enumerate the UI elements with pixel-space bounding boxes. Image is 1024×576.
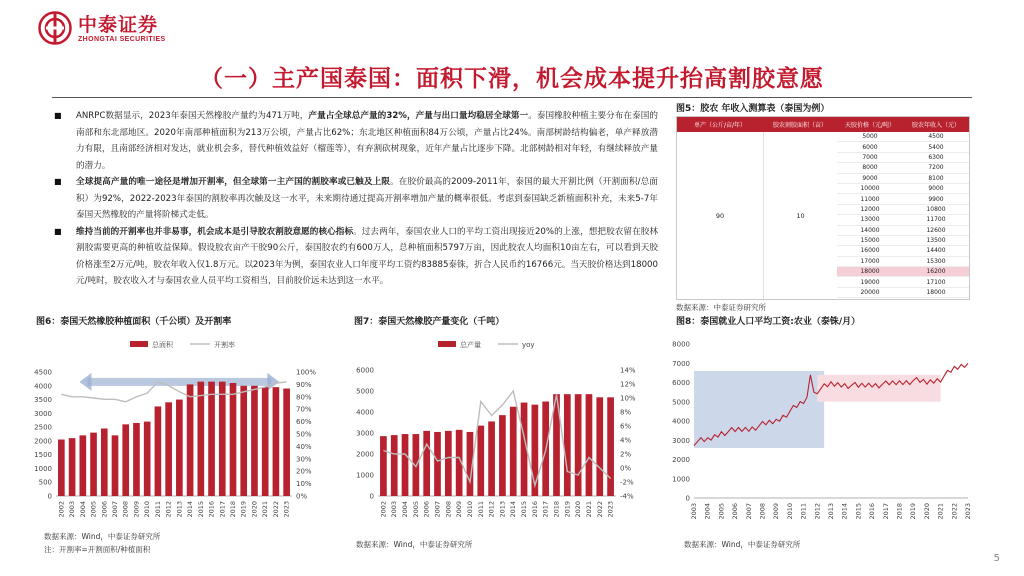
fig6-chart [30,336,330,524]
chart-bar [219,382,226,496]
chart-bar [197,382,204,496]
x-tick-label: 2023 [282,501,291,518]
x-tick-label: 2021 [261,501,270,518]
chart-bar [133,423,140,496]
bullet-item [52,108,658,174]
table-row [837,142,969,152]
table-cell-income: 9000 [928,185,944,193]
chart-bar [510,407,517,496]
y-tick-label: 500 [38,478,52,487]
chart-bar [176,400,183,496]
chart-bar [251,386,258,496]
table-row [837,132,969,142]
x-tick-label: 2003 [68,501,77,518]
table-source: 数据来源：中泰证券研究所 [676,303,766,312]
y2-tick-label: 50% [296,430,312,439]
x-tick-label: 2010 [785,503,794,520]
zhongtai-logo-icon [38,11,72,45]
chart-bar [423,431,430,496]
table-cell-price: 20000 [860,289,880,297]
table-row [837,153,969,163]
x-tick-label: 2011 [799,503,808,520]
x-tick-label: 2010 [465,501,474,518]
chart-bar [434,432,441,496]
chart-bar [564,394,571,496]
fig6-source: 数据来源：Wind，中泰证券研究所 [44,532,161,541]
x-tick-label: 2020 [250,501,259,518]
y2-tick-label: 80% [296,393,312,402]
fig6-note: 注：开割率=开割面积/种植面积 [44,545,151,554]
table-cell-income: 9900 [928,195,944,203]
x-tick-label: 2015 [196,501,205,518]
y2-tick-label: 12% [620,380,636,389]
bullet-item [52,174,658,224]
y-tick-label: 1000 [672,475,690,484]
y-tick-label: 1000 [356,471,374,480]
y-tick-label: 1500 [34,451,52,460]
table-row [837,236,969,246]
chart-bar [413,434,420,496]
x-tick-label: 2004 [401,501,410,518]
x-tick-label: 2007 [744,503,753,520]
legend-label: 总产量 [460,341,481,349]
table-cell-yield: 90 [715,211,725,220]
annotation-arrow-left-icon [79,373,91,391]
y-tick-label: 3000 [34,409,52,418]
y2-tick-label: 6% [620,422,632,431]
y-tick-label: 2500 [34,423,52,432]
y-tick-label: 2000 [34,437,52,446]
bullet-emphasis: 维持当前的开割率也并非易事，机会成本是引导胶农割胶意愿的核心指标 [76,226,354,237]
table-header-price: 天胶价格（元/吨） [844,122,896,129]
x-tick-label: 2002 [57,501,66,518]
bullet-square-icon: ■ [54,226,62,236]
x-tick-label: 2010 [143,501,152,518]
table-title: 图5：胶农 年收入测算表（泰国为例） [676,104,830,114]
y-tick-label: 4500 [34,368,52,377]
x-tick-label: 2014 [186,501,195,518]
chart-bar [499,415,506,496]
x-tick-label: 2007 [111,501,119,518]
chart-bar [144,422,151,496]
x-tick-label: 2019 [909,503,918,520]
x-tick-label: 2008 [121,501,130,518]
table-cell-income: 13500 [926,237,946,245]
x-tick-label: 2008 [444,501,453,518]
chart-bar [380,436,387,496]
y2-tick-label: 60% [296,418,312,427]
chart-bar [262,387,269,496]
y-tick-label: 5000 [672,398,690,407]
table-cell-income: 14400 [926,247,946,255]
fig7-title: 图7：泰国天然橡胶产量变化（千吨） [354,317,505,327]
table-cell-price: 15000 [860,237,880,245]
table-row [837,174,969,184]
x-tick-label: 2012 [813,503,822,520]
table-cell-price: 13000 [860,216,880,224]
table-row [837,215,969,225]
y-tick-label: 0 [685,494,690,503]
table-cell-price: 9000 [862,174,878,182]
table-row [837,246,969,256]
x-tick-label: 2023 [964,503,972,520]
chart-bar [101,428,108,496]
y-tick-label: 2000 [672,456,690,464]
table-cell-price: 11000 [860,195,880,203]
x-tick-label: 2022 [595,501,604,518]
table-row [837,163,969,173]
fig8-title: 图8：泰国就业人口平均工资:农业（泰铢/月） [676,317,861,327]
x-tick-label: 2021 [936,503,945,520]
x-tick-label: 2007 [433,501,442,518]
chart-bar [122,424,129,496]
table-row [837,277,969,287]
x-tick-label: 2011 [153,501,162,518]
legend-label: 开割率 [214,341,235,349]
brand-name-en: ZHONGTAI SECURITIES [78,35,166,43]
legend-label: 总面积 [152,341,173,349]
table-cell-area: 10 [763,132,837,299]
bullet-text: 。泰国橡胶种植主要分布在泰国的南部和东北部地区。2020年南部种植面积为213万公顷，产量占比62%；东北地区种植面积84万公顷，产量占比24%。南部树龄结构偏老，单产释放潜力有限，且南部经济相对发达，就业机会多，替代种植效益好（榴莲等），有弃割砍树现象，近年产量占比逐步下降。北部树龄相对年轻，有继续释放产量的潜力。 [76,111,658,171]
x-tick-label: 2013 [827,503,835,520]
table-cell-price: 19000 [860,278,880,286]
table-header [677,117,969,132]
y2-tick-label: -2% [620,478,634,487]
x-tick-label: 2012 [164,501,173,518]
x-tick-label: 2017 [881,503,890,520]
x-tick-label: 2022 [271,501,280,518]
fig7-source: 数据来源：Wind，中泰证券研究所 [356,540,473,549]
title-divider [52,97,972,98]
chart-bar [391,435,398,496]
chart-bar [596,397,603,496]
y-tick-label: 4000 [34,382,52,391]
x-tick-label: 2004 [78,501,87,518]
y-tick-label: 5000 [356,387,374,396]
y-tick-label: 4000 [356,408,374,417]
bullet-square-icon: ■ [54,111,62,120]
x-tick-label: 2009 [455,501,464,518]
fig8-chart [668,336,974,524]
y2-tick-label: 8% [620,408,632,417]
table-cell-price: 10000 [860,185,880,193]
x-tick-label: 2016 [868,503,877,520]
table-cell-price: 14000 [860,226,880,234]
chart-bar [79,435,86,496]
table-cell-income: 10800 [926,205,946,213]
table-cell-income: 11700 [926,216,946,224]
annotation-arrow-shaft [87,378,271,386]
y-tick-label: 6000 [672,379,690,387]
bullet-text: ANRPC数据显示，2023年泰国天然橡胶产量约为471万吨， [76,111,309,121]
y-tick-label: 0 [369,492,374,501]
x-tick-label: 2006 [100,501,109,518]
x-tick-label: 2009 [772,503,781,520]
x-tick-label: 2015 [520,501,529,518]
table-row [837,194,969,204]
y-tick-label: 8000 [672,340,690,349]
chart-bar [283,389,290,496]
chart-bar [165,402,172,496]
y2-tick-label: 14% [620,366,636,375]
chart-bar [586,394,593,496]
x-tick-label: 2003 [390,501,399,518]
table-cell-price: 16000 [860,247,880,255]
x-tick-label: 2005 [89,501,98,518]
x-tick-label: 2023 [606,501,615,518]
table-cell-price: 18000 [860,268,880,276]
x-tick-label: 2017 [218,501,227,518]
legend-swatch-bar [130,341,148,347]
table-cell-price: 7000 [862,153,878,161]
table-row [837,226,969,236]
page-title: （一）主产国泰国：面积下滑，机会成本提升抬高割胶意愿 [200,66,824,92]
y-tick-label: 3000 [672,436,690,445]
chart-bar [575,394,582,496]
table-header-area: 胶农割胶面积（亩） [772,122,827,129]
table-cell-price: 6000 [862,143,878,151]
chart-bar [69,438,76,496]
x-tick-label: 2016 [530,501,539,518]
table-cell-price: 8000 [862,164,878,172]
x-tick-label: 2013 [498,501,507,518]
bullet-list [52,108,658,290]
chart-bar [112,435,119,496]
table-cell-income: 4500 [928,133,944,141]
table-cell-income: 5400 [928,143,944,151]
chart-bar [488,421,495,496]
table-cell-income: 16200 [926,268,946,276]
company-logo [38,8,166,48]
y-tick-label: 0 [47,492,52,501]
x-tick-label: 2019 [239,501,248,518]
chart-bar [607,397,614,496]
x-tick-label: 2014 [840,503,849,520]
x-tick-label: 2006 [731,503,740,520]
x-tick-label: 2021 [584,501,593,518]
x-tick-label: 2016 [207,501,216,518]
table-cell-income: 15300 [926,257,946,265]
legend-label: yoy [522,341,535,349]
y2-tick-label: 40% [296,442,312,451]
y-tick-label: 2000 [356,450,374,459]
chart-bar [445,431,452,496]
y2-tick-label: 10% [296,480,312,489]
bullet-square-icon: ■ [54,177,62,186]
y2-tick-label: 0% [620,464,632,473]
table-rows [837,132,969,298]
x-tick-label: 2002 [379,501,388,518]
chart-bar [155,406,162,496]
bullet-item [52,224,658,290]
y-tick-label: 6000 [356,366,374,375]
table-cell-price: 17000 [860,257,880,265]
table-header-income: 胶农年收入（元） [911,122,960,129]
fig6-title: 图6：泰国天然橡胶种植面积（千公顷）及开割率 [36,317,232,327]
y2-tick-label: -4% [620,492,634,501]
y-tick-label: 3000 [356,429,374,438]
x-tick-label: 2020 [922,503,931,520]
x-tick-label: 2005 [717,503,726,520]
x-tick-label: 2012 [487,501,496,518]
table-cell-income: 8100 [928,174,944,182]
table-cell-income: 7200 [928,164,944,172]
y2-tick-label: 90% [296,380,312,389]
x-tick-label: 2009 [132,501,141,518]
table-cell-price: 5000 [862,133,878,141]
y-tick-label: 1000 [34,464,52,473]
table-row [837,257,969,267]
y2-tick-label: 0% [296,492,308,501]
bullet-emphasis: 全球提高产量的唯一途径是增加开割率，但全球第一主产国的割胶率或已触及上限 [76,177,391,187]
table-cell-price: 12000 [860,205,880,213]
chart-bar [477,426,484,496]
y2-tick-label: 2% [620,450,632,459]
page-number: 5 [993,553,1000,564]
y2-tick-label: 30% [296,455,312,464]
y2-tick-label: 70% [296,405,312,414]
table-header-yield: 单产（公斤/亩/年） [693,122,747,129]
y2-tick-label: 10% [620,394,636,403]
fig7-chart [346,336,652,524]
table-row [837,288,969,298]
table-cell-income: 12600 [926,226,946,234]
chart-bar [208,382,215,496]
table-row [837,205,969,215]
x-tick-label: 2013 [175,501,184,518]
x-tick-label: 2005 [411,501,420,518]
x-tick-label: 2020 [574,501,583,518]
y2-tick-label: 20% [296,467,312,476]
y-tick-label: 7000 [672,359,690,368]
chart-bar [230,383,237,496]
y2-tick-label: 100% [296,368,317,377]
x-tick-label: 2008 [758,503,767,520]
chart-bar [90,433,97,496]
x-tick-label: 2003 [690,503,698,520]
income-table [676,116,970,300]
bullet-emphasis: 产量占全球总产量的32%，产量与出口量均稳居全球第一 [308,111,529,121]
table-cell-income: 6300 [928,153,944,161]
y-tick-label: 4000 [672,417,690,426]
table-cell-income: 17100 [926,278,946,286]
fig8-source: 数据来源：Wind，中泰证券研究所 [684,540,801,549]
x-tick-label: 2017 [541,501,550,518]
chart-bar [402,434,409,496]
x-tick-label: 2014 [509,501,518,518]
x-tick-label: 2022 [950,503,959,520]
x-tick-label: 2018 [229,501,237,518]
chart-bar [273,387,280,496]
x-tick-label: 2011 [476,501,485,518]
table-row [837,184,969,194]
x-tick-label: 2004 [703,503,712,520]
x-tick-label: 2019 [563,501,572,518]
bullet-text: 。在胶价最高的2009-2011年，泰国的最大开割比例（开割面积/总面积）为92%，2022-2023年泰国的割胶率再次触及这一水平，未来期待通过提高开割率增加产量的概率很低。考虑到泰国缺乏新植面积补充，未来5-7年泰国天然橡胶的产量将阶梯式走低。 [76,177,658,220]
y-tick-label: 3500 [34,396,52,405]
x-tick-label: 2015 [854,503,863,520]
chart-bar [187,384,194,496]
x-tick-label: 2018 [552,501,561,518]
table-row [837,267,969,277]
brand-name-cn: 中泰证券 [78,13,159,36]
chart-bar [58,440,65,496]
chart-bar [240,386,247,496]
x-tick-label: 2018 [895,503,904,520]
bullet-text: 。过去两年，泰国农业人口的平均工资出现接近20%的上涨，想把胶农留在胶林割胶需要更高的种植收益保障。假设胶农亩产干胶90公斤，泰国胶农约有600万人，总种植面积5797万亩，因此胶农人均面积10亩左右，可以看到天胶价格涨至2万元/吨，胶农年收入仅1.8万元。以2023年为例，泰国农业人口年度平均工资约83885泰铢，折合人民币约16766元。当天胶价格达到18000元/吨时，胶农收入才与泰国农业人员平均工资相当，目前胶价远未达到这一水平。 [76,226,658,286]
y2-tick-label: 4% [620,436,632,445]
legend-swatch-bar [438,341,456,347]
table-cell-income: 18000 [926,289,946,297]
x-tick-label: 2006 [422,501,431,518]
